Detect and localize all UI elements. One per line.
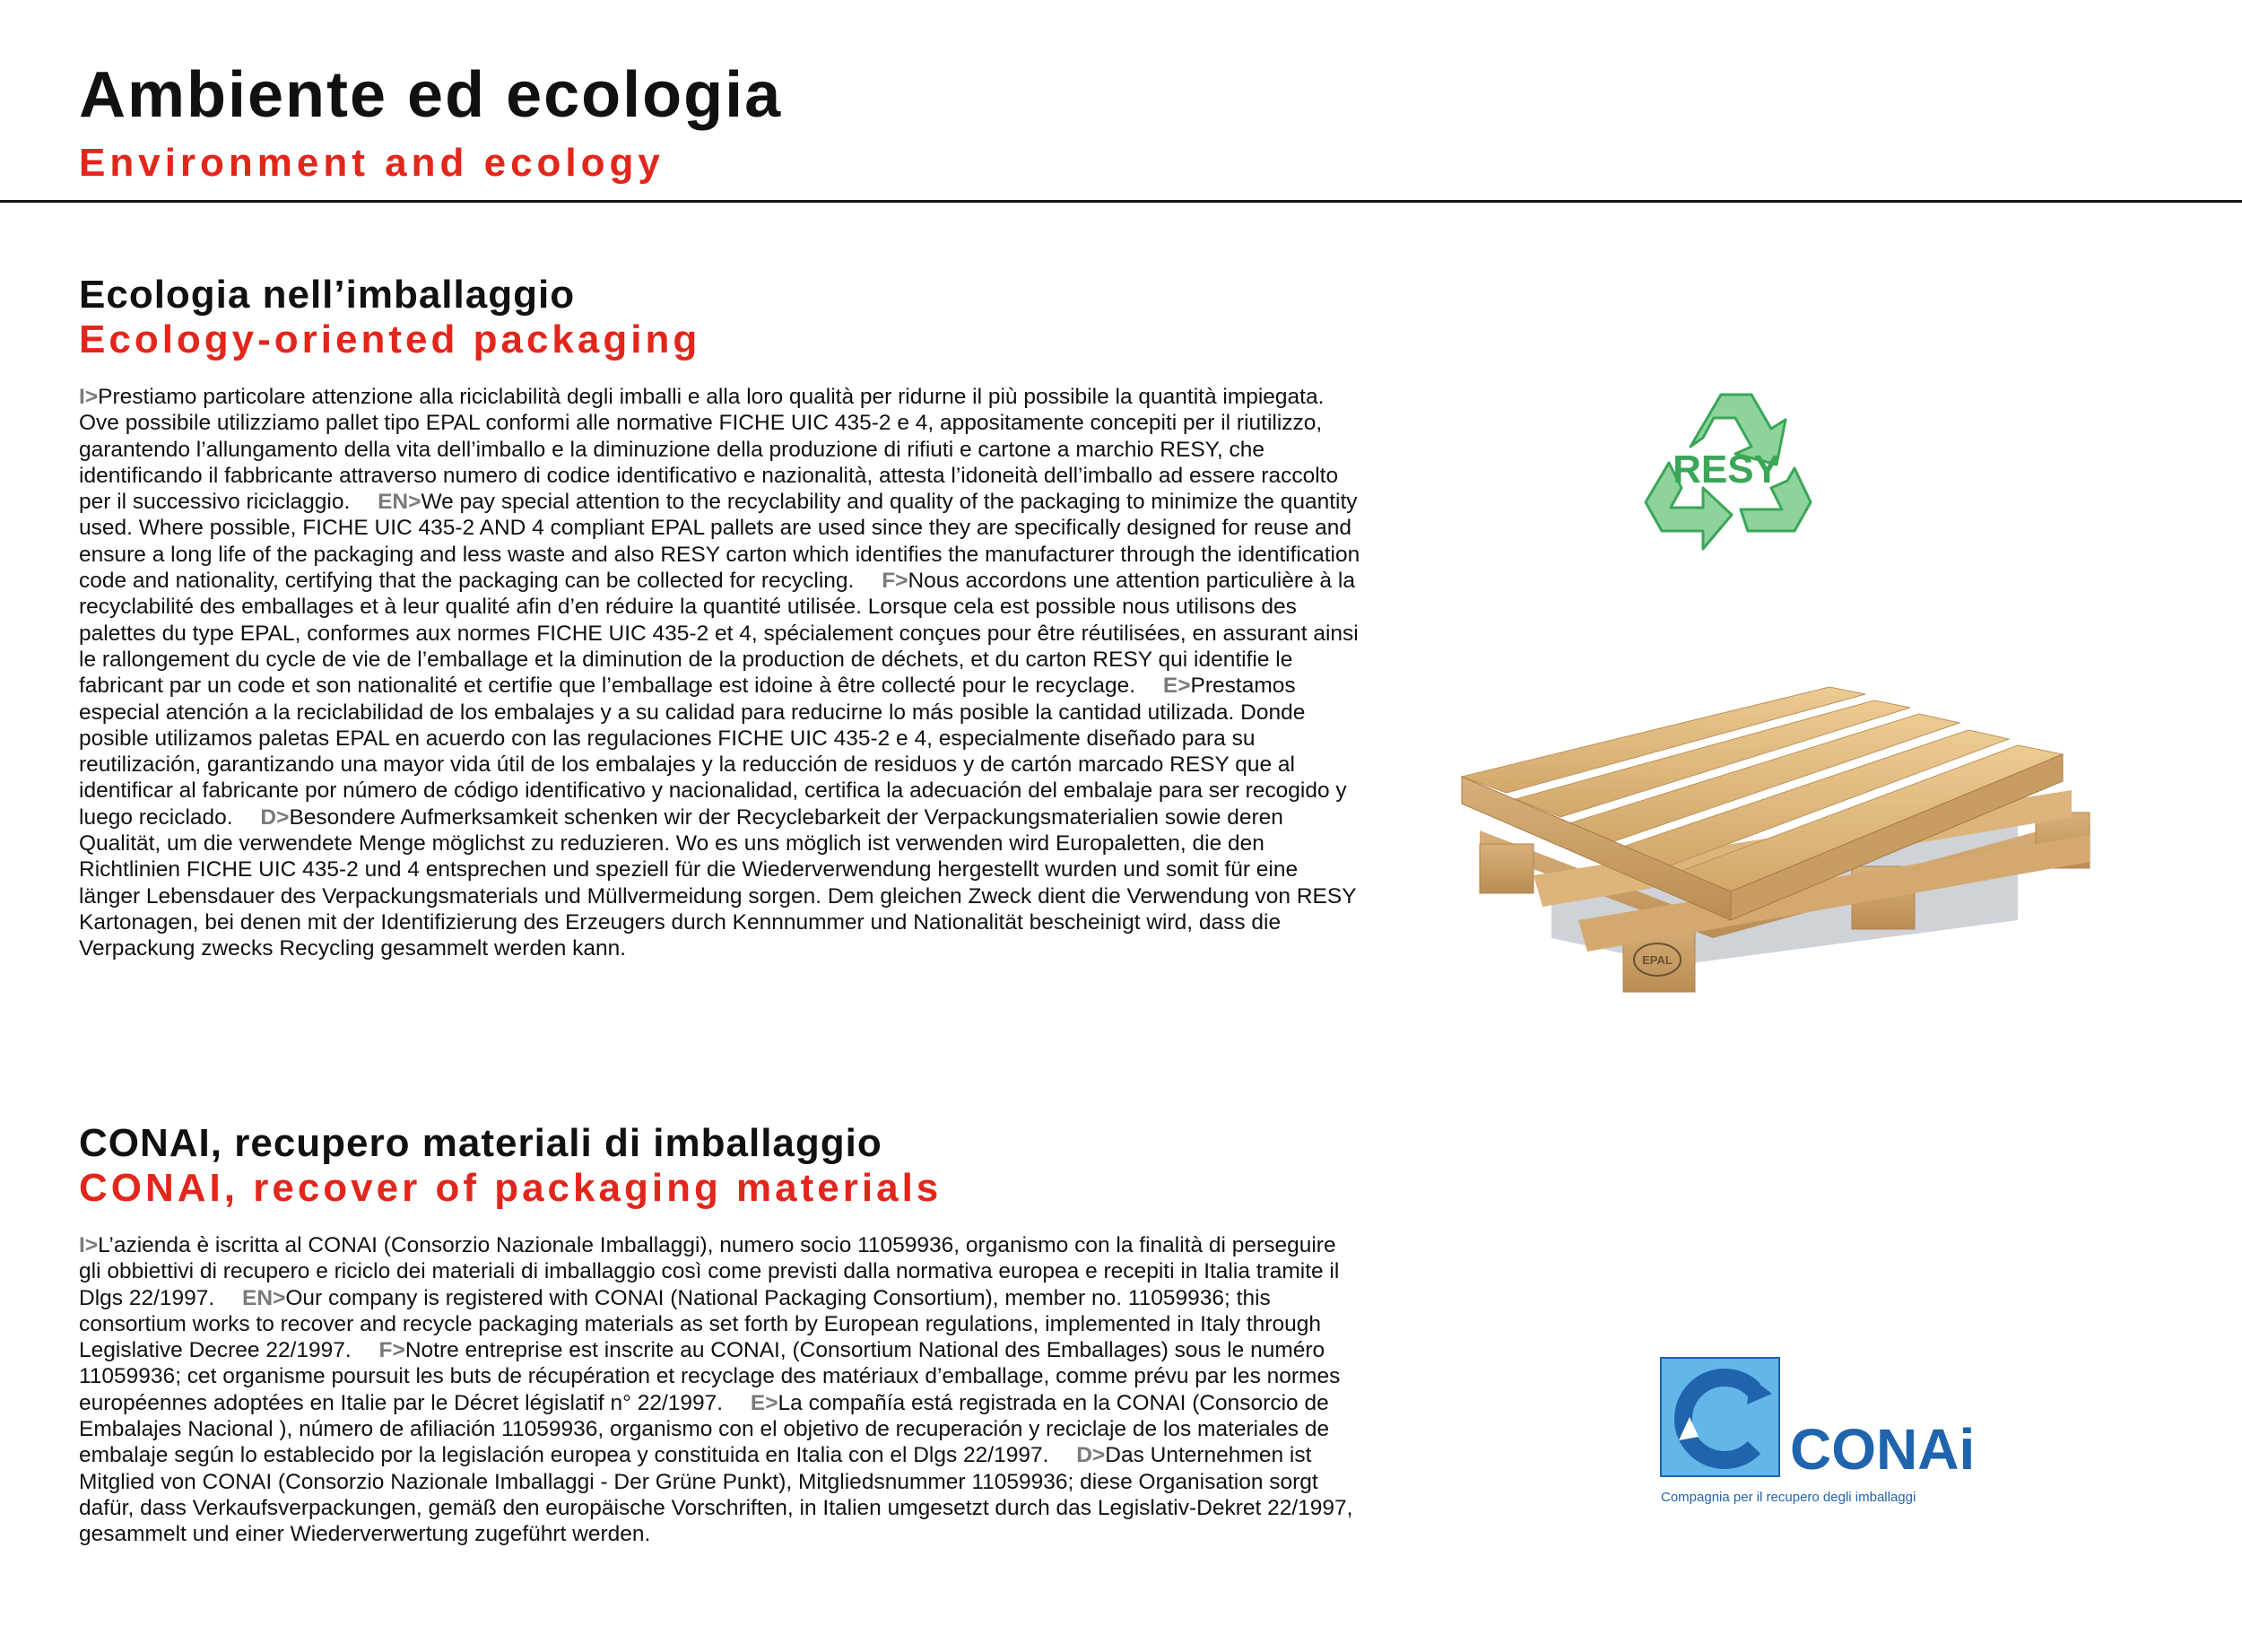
lang-marker: I> [79, 385, 99, 409]
resy-logo [1628, 377, 1825, 556]
paragraph-text: We pay special attention to the recyclability and quality of the packaging to minimize the quantity used. Where possible, FICHE UIC 435-2 AND 4 compliant EPAL pallets are used since they are specifically designed for reuse and ensure a long life of the packaging and less waste and also RESY carton which identifies the manufacturer through the identification code and nationality, certifying that the packaging can be collected for recycling. [79, 490, 1360, 594]
paragraph-text: L’azienda è iscritta al CONAI (Consorzio Nazionale Imballaggi), numero socio 11059936, organismo con la finalità di perseguire gli obbiettivi di recupero e riciclo dei materiali di imballaggio così come previsti dalla normativa europea e recepiti in Italia tramite il Dlgs 22/1997. [79, 1233, 1340, 1310]
conai-tagline: Compagnia per il recupero degli imballaggi [1661, 1490, 1916, 1505]
paragraph-text: La compañía está registrada en la CONAI (Consorcio de Embalajes Nacional ), número de afiliación 11059936, organismo con el objetivo de recuperación y reciclaje de los materiales de embalaje según lo establecido por la legislación europea y constituida en Italia con el Dlgs 22/1997. [79, 1390, 1330, 1468]
paragraph-text: Besondere Aufmerksamkeit schenken wir der Recyclebarkeit der Verpackungsmaterialien sowie deren Qualität, um die verwendete Menge möglichst zu reduzieren. Wo es uns möglich ist verwenden wird Europaletten, die den Richtlinien FICHE UIC 435-2 und 4 entsprechen und speziell für die Wiederverwendung hergestellt wurden und somit für eine länger Lebensdauer des Verpackungsmaterials und Müllvermeidung sorgen. Dem gleichen Zweck dient die Verwendung von RESY Kartonagen, bei denen mit der Identifizierung des Erzeugers durch Kennnummer und Nationalität bescheinigt wird, dass die Verpackung zwecks Recycling gesammelt werden kann. [79, 804, 1357, 961]
lang-marker: E> [1162, 674, 1191, 699]
resy-logo-text: RESY [1673, 448, 1780, 491]
section1-body [79, 384, 1361, 962]
lang-marker: E> [750, 1390, 778, 1415]
lang-marker: D> [260, 804, 290, 830]
paragraph-text: Das Unternehmen ist Mitglied von CONAI (Consorzio Nazionale Imballaggi - Der Grüne Punkt), Mitgliedsnummer 11059936; diese Organisation sorgt dafür, dass Verkaufsverpackungen, gemäß den europäische Vorschriften, in Italien umgesetzt durch das Legislativ-Dekret 22/1997, gesammelt und einer Wiederverwertung zugeführt werden. [79, 1443, 1353, 1547]
page-title: Ambiente ed ecologia [79, 59, 783, 131]
epal-pallet-image [1444, 651, 2134, 1019]
conai-logo-text: CONAi [1790, 1417, 1976, 1482]
paragraph-text: Prestiamo particolare attenzione alla riciclabilità degli imballi e alla loro qualità per ridurne il più possibile la quantità impiegata. Ove possibile utilizziamo pallet tipo EPAL conformi alle normative FICHE UIC 435-2 e 4, appositamente concepiti per il riutilizzo, garantendo l’allungamento della vita dell’imballo e la diminuzione della produzione di rifiuti e cartone a marchio RESY, che identificando il fabbricante attraverso numero di codice identificativo e nazionalità, attesta l’idoneità dell’imballo ad essere raccolto per il successivo riciclaggio. [79, 385, 1339, 515]
header-divider [0, 200, 2242, 203]
lang-marker: I> [79, 1233, 99, 1257]
lang-marker: F> [882, 569, 908, 594]
lang-marker: D> [1076, 1443, 1106, 1468]
page-subtitle: Environment and ecology [79, 141, 665, 185]
section1-title: Ecologia nell’imballaggio [79, 273, 576, 317]
lang-marker: EN> [242, 1285, 286, 1310]
paragraph-text: Nous accordons une attention particulière à la recyclabilité des emballages et à leur qualité afin d’en réduire la quantité utilisée. Lorsque cela est possible nous utilisons des palettes du type EPAL, conformes aux normes FICHE UIC 435-2 et 4, spécialement conçues pour être réutilisées, en assurant ainsi le rallongement du cycle de vie de l’emballage et la diminution de la production de déchets, et du carton RESY qui identifie le fabricant par un code et son nationalité et certifie que l’emballage est idoine à être collecté pour le recyclage. [79, 569, 1359, 699]
paragraph-text: Our company is registered with CONAI (National Packaging Consortium), member no. 11059936; this consortium works to recover and recycle packaging materials as set forth by European regulations, implemented in Italy through Legislative Decree 22/1997. [79, 1285, 1321, 1363]
lang-marker: EN> [378, 490, 421, 515]
paragraph-text: Notre entreprise est inscrite au CONAI, (Consortium National des Emballages) sous le numéro 11059936; cet organisme poursuit les buts de récupération et recyclage des matériaux d’emballage, comme prévu par les normes européennes adoptées en Italie par le Décret législatif n° 22/1997. [79, 1338, 1341, 1415]
paragraph-text: Prestamos especial atención a la reciclabilidad de los embalajes y a su calidad para reducirne lo más posible la cantidad utilizada. Donde posible utilizamos paletas EPAL en acuerdo con las regulaciones FICHE UIC 435-2 e 4, especialmente diseñado para su reutilización, garantizando una mayor vida útil de los embalajes y la reducción de residuos y de cartón marcado RESY que al identificar al fabricante por número de código identificativo y nacionalidad, certifica la adecuación del embalaje para ser recogido y luego reciclado. [79, 674, 1347, 830]
epal-stamp-text: EPAL [1642, 953, 1673, 967]
lang-marker: F> [378, 1338, 405, 1363]
conai-logo [1657, 1354, 2016, 1511]
section2-title: CONAI, recupero materiali di imballaggio [79, 1121, 882, 1165]
section2-subtitle: CONAI, recover of packaging materials [79, 1166, 943, 1210]
section1-subtitle: Ecology-oriented packaging [79, 317, 701, 361]
section2-body [79, 1232, 1361, 1548]
